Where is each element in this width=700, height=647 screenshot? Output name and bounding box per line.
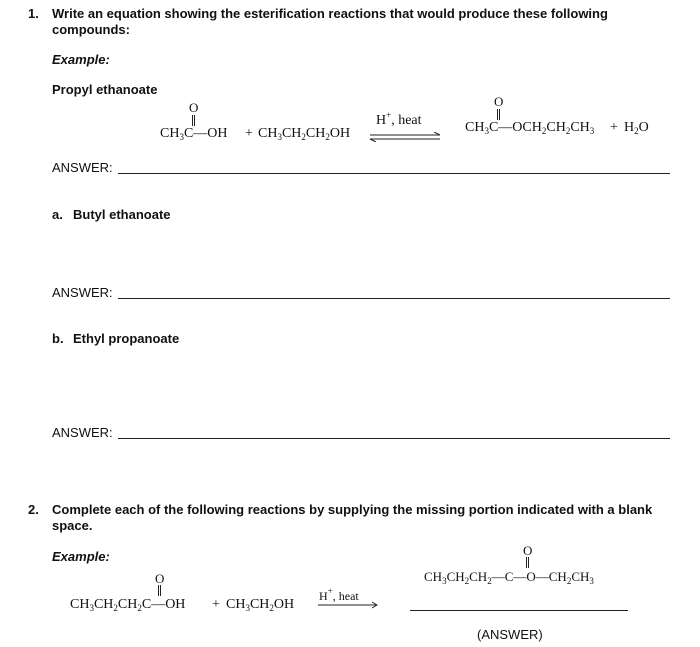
q1b-answer-label: ANSWER: [52, 425, 113, 440]
q1-plus2: + [610, 120, 618, 135]
q1-product-double-bond [497, 109, 500, 120]
q2-reaction-arrow [316, 601, 380, 609]
q2-example-label: Example: [52, 549, 110, 564]
q1-product-carbonyl-oxygen: O [494, 94, 504, 109]
q1-product: $CH_3C—OCH_2CH_2CH_3$ [465, 120, 595, 136]
q2-product-double-bond [526, 557, 529, 568]
q1-reactant-carbonyl-oxygen: O [189, 100, 199, 115]
q1-reactant2: $CH_3CH_2CH_2OH$ [258, 126, 351, 142]
q1-prompt: Write an equation showing the esterification reactions that would produce these following compounds: [52, 6, 608, 37]
q1-answer-label: ANSWER: [52, 160, 113, 175]
q2-reactant1: $CH_3CH_2CH_2C—OH$ [70, 597, 186, 613]
q2-prompt: Complete each of the following reactions by supplying the missing portion indicated with a blank space. [52, 502, 653, 533]
q2-plus: + [212, 597, 220, 612]
q1-answer-line[interactable] [118, 173, 670, 174]
q1-condition: H+, heat [376, 110, 422, 128]
q2-reactant-carbonyl-oxygen: O [155, 571, 165, 586]
q2-answer-caption: (ANSWER) [477, 627, 543, 642]
q1-example-name: Propyl ethanoate [52, 82, 158, 97]
q2-product-carbonyl-oxygen: O [523, 543, 533, 558]
q1-plus1: + [245, 126, 253, 141]
q1b-label: b. [52, 331, 64, 346]
q2-reactant-double-bond [158, 585, 161, 596]
q1b-answer-line[interactable] [118, 438, 670, 439]
q1-number: 1. [28, 6, 39, 21]
q2-answer-line[interactable] [410, 610, 628, 611]
q2-condition: H+, heat [319, 586, 359, 603]
q1-reactant-double-bond [192, 115, 195, 126]
q1-reactant1: $CH_3C—OH$ [160, 126, 228, 142]
q1a-answer-label: ANSWER: [52, 285, 113, 300]
q1b-name: Ethyl propanoate [73, 331, 180, 346]
q1a-name: Butyl ethanoate [73, 207, 171, 222]
q1-water: $H_2O$ [624, 120, 649, 136]
q1a-label: a. [52, 207, 63, 222]
q2-number: 2. [28, 502, 39, 517]
q1a-answer-line[interactable] [118, 298, 670, 299]
q1-example-label: Example: [52, 52, 110, 67]
q2-product: $CH_3CH_2CH_2—C—O—CH_2CH_3$ [424, 569, 594, 586]
q2-reactant2: $CH_3CH_2OH$ [226, 597, 295, 613]
q1-equilibrium-arrow [368, 132, 444, 142]
